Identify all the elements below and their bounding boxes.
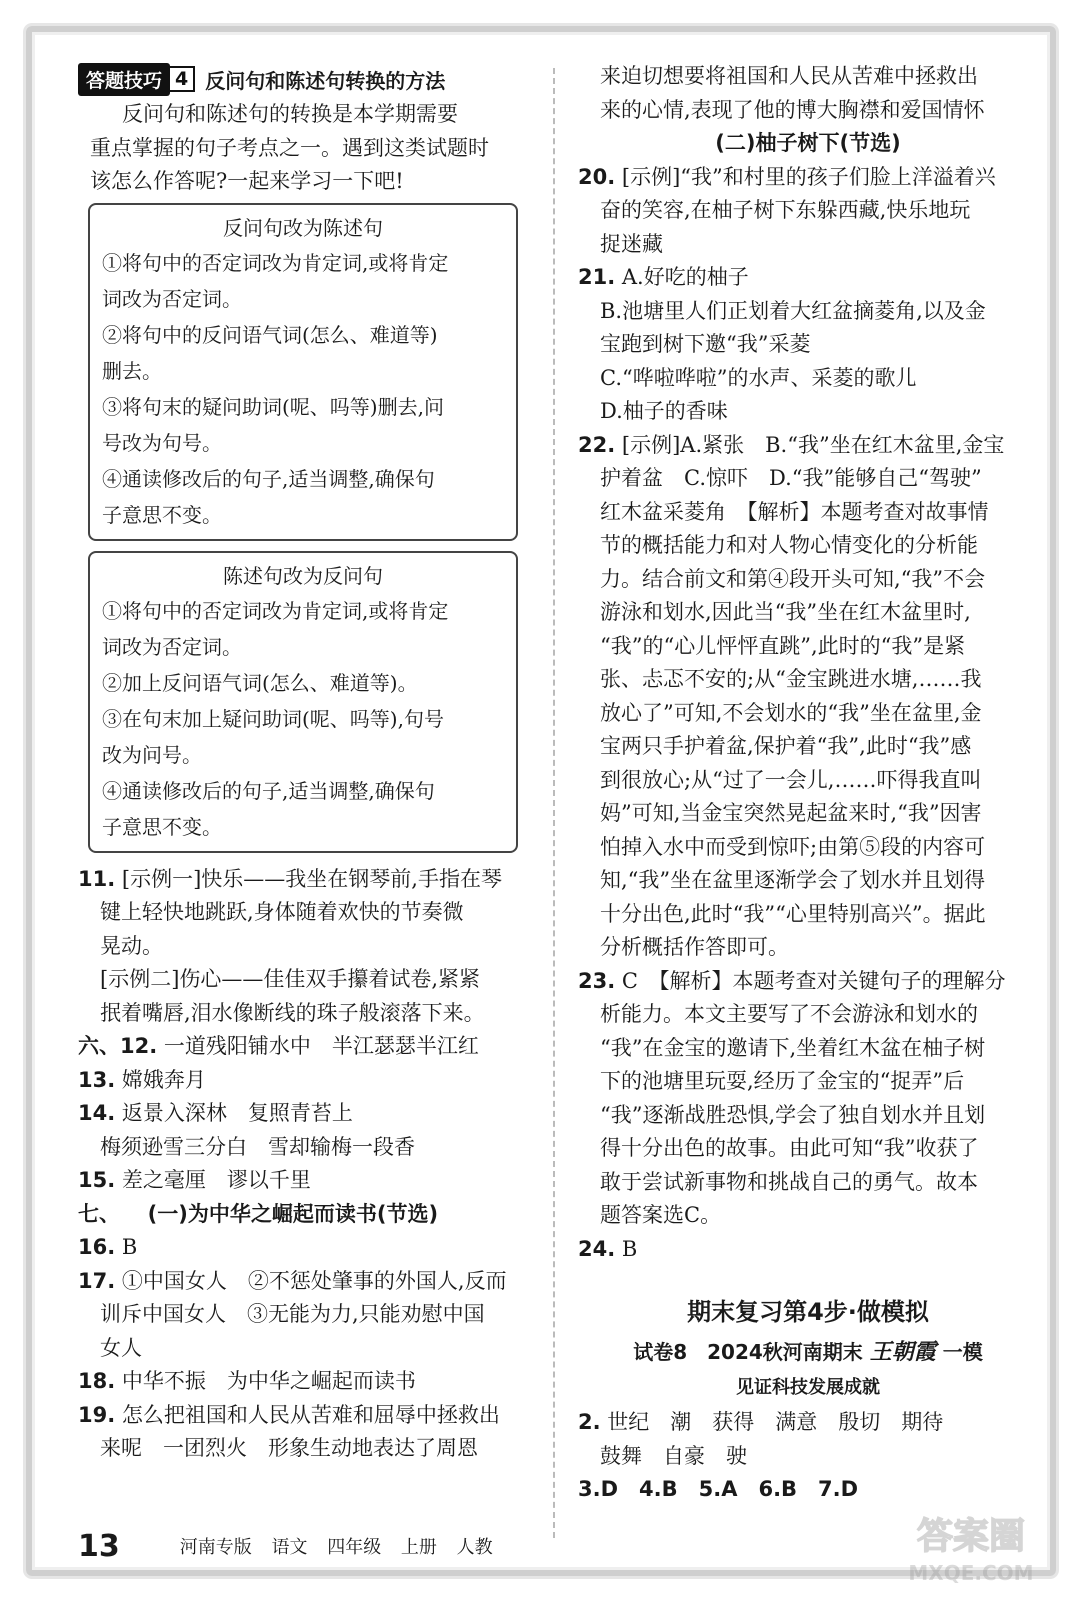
- tip-intro-line: 该怎么作答呢?一起来学习一下吧!: [90, 169, 404, 193]
- answer-item: [578, 630, 1038, 664]
- answer-item: [78, 963, 528, 997]
- answer-text: D.柚子的香味: [600, 399, 728, 423]
- rule-line: 词改为否定词。: [102, 634, 242, 659]
- rule-line: 子意思不变。: [102, 502, 222, 527]
- answer-number: 22.: [578, 432, 616, 457]
- answer-item: [578, 161, 1038, 195]
- answer-item: [78, 1298, 528, 1332]
- review-heading: 期末复习第4步·做模拟: [687, 1298, 929, 1326]
- answer-text: A.好吃的柚子: [621, 265, 749, 289]
- answer-item: [78, 1164, 528, 1198]
- answer-item: [578, 596, 1038, 630]
- paper-title: [578, 1334, 1038, 1370]
- answer-number: 11.: [78, 866, 116, 891]
- answer-text: 训斥中国女人 ③无能为力,只能劝慰中国: [100, 1302, 485, 1326]
- answer-item: [578, 462, 1038, 496]
- answer-number: 17.: [78, 1268, 116, 1293]
- answer-item: [578, 898, 1038, 932]
- rule-line: ④通读修改后的句子,适当调整,确保句: [102, 466, 435, 491]
- answer-item: [578, 328, 1038, 362]
- answer-text: 差之毫厘 谬以千里: [121, 1168, 311, 1192]
- answer-text: 一道残阳铺水中 半江瑟瑟半江红: [163, 1034, 479, 1058]
- answer-text: 节的概括能力和对人物心情变化的分析能: [600, 533, 978, 557]
- answer-text: B.池塘里人们正划着大红盆摘菱角,以及金: [600, 298, 986, 323]
- answer-text: “我”的“心儿怦怦直跳”,此时的“我”是紧: [600, 633, 966, 658]
- answer-text: 下的池塘里玩耍,经历了金宝的“捉弄”后: [600, 1069, 965, 1093]
- answer-item: [578, 663, 1038, 697]
- rule-line: 词改为否定词。: [102, 286, 242, 311]
- answer-text: 键上轻快地跳跃,身体随着欢快的节奏微: [100, 900, 464, 924]
- answer-text: 游泳和划水,因此当“我”坐在红木盆里时,: [600, 600, 971, 624]
- answer-number: 20.: [578, 164, 616, 189]
- tip-title: 反问句和陈述句转换的方法: [205, 68, 446, 93]
- answer-item: [578, 362, 1038, 396]
- rule-line: ④通读修改后的句子,适当调整,确保句: [102, 778, 435, 803]
- paper-title-suffix: 一模: [942, 1340, 983, 1364]
- answer-number: 21.: [578, 265, 616, 289]
- answer-item: [578, 1065, 1038, 1099]
- answer-item: [578, 797, 1038, 831]
- edition-info: 河南专版 语文 四年级 上册 人教: [179, 1537, 493, 1558]
- page-footer: [78, 1526, 778, 1566]
- rule-line: ②将句中的反问语气词(怎么、难道等): [102, 322, 438, 347]
- answer-text: B: [121, 1235, 138, 1259]
- answer-item: [578, 965, 1038, 999]
- answer-item: [578, 697, 1038, 731]
- answer-item: [578, 764, 1038, 798]
- paper-subtitle: 见证科技发展成就: [736, 1377, 880, 1398]
- answer-item: [78, 1399, 528, 1433]
- answer-item: [578, 730, 1038, 764]
- answer-item: [78, 1432, 528, 1466]
- answer-text: C.“哗啦哗啦”的水声、采菱的歌儿: [600, 365, 917, 390]
- answer-text: 析能力。本文主要写了不会游泳和划水的: [600, 1002, 978, 1026]
- answer-text: 晃动。: [100, 933, 163, 958]
- answer-text: 女人: [100, 1335, 142, 1360]
- answer-text: 得十分出色的故事。由此可知“我”收获了: [600, 1136, 979, 1160]
- answer-text: “我”逐渐战胜恐惧,学会了独自划水并且划: [600, 1102, 986, 1127]
- answer-number: 18.: [78, 1369, 116, 1393]
- tip-intro-line: 重点掌握的句子考点之一。遇到这类试题时: [90, 135, 489, 160]
- author-signature: 王朝霞: [869, 1339, 936, 1365]
- answer-number: 24.: [578, 1236, 616, 1261]
- answer-item: [578, 496, 1038, 530]
- answer-text: ①中国女人 ②不惩处肇事的外国人,反而: [121, 1268, 507, 1293]
- tip-badge-number: 4: [168, 66, 195, 92]
- answer-item: [78, 1030, 528, 1064]
- rule-line: 子意思不变。: [102, 814, 222, 839]
- answer-number: 2.: [578, 1410, 601, 1434]
- rule-line: 号改为句号。: [102, 430, 222, 455]
- answer-item: [578, 261, 1038, 295]
- answer-item: [78, 1064, 528, 1098]
- answer-text: 中华不振 为中华之崛起而读书: [121, 1369, 416, 1393]
- answer-item: [78, 1265, 528, 1299]
- answer-text: “我”在金宝的邀请下,坐着红木盆在柚子树: [600, 1035, 986, 1060]
- answer-text: 返景入深林 复照青苔上: [121, 1101, 353, 1125]
- answer-item: [578, 864, 1038, 898]
- answer-text: 嫦娥奔月: [121, 1067, 206, 1092]
- answer-item: [578, 931, 1038, 965]
- answer-item: [578, 395, 1038, 429]
- answer-item: [578, 563, 1038, 597]
- answer-item: [578, 1132, 1038, 1166]
- answer-text: 来呢 一团烈火 形象生动地表达了周恩: [100, 1436, 478, 1460]
- answer-text: 梅须逊雪三分白 雪却输梅一段香: [100, 1134, 415, 1159]
- answer-item: [578, 429, 1038, 463]
- answer-item: [78, 1231, 528, 1265]
- left-answer-list: [78, 863, 528, 1466]
- answer-text: C 【解析】本题考查对关键句子的理解分: [621, 968, 1006, 993]
- rule-line: ②加上反问语气词(怎么、难道等)。: [102, 670, 418, 695]
- answer-text: 分析概括作答即可。: [600, 935, 789, 959]
- rule-line: 删去。: [102, 358, 162, 383]
- tip-intro-line: 反问句和陈述句的转换是本学期需要: [122, 102, 458, 126]
- answer-item: [578, 831, 1038, 865]
- answer-text: (一)为中华之崛起而读书(节选): [126, 1201, 439, 1226]
- answer-item: [78, 1332, 528, 1366]
- rule-box-rhetorical-to-declarative: [88, 203, 518, 541]
- answer-item: [578, 194, 1038, 228]
- answer-text: 敢于尝试新事物和挑战自己的勇气。故本: [600, 1169, 978, 1194]
- answer-text: 宝两只手护着盆,保护着“我”,此时“我”感: [600, 734, 972, 758]
- tip-badge: 答题技巧: [78, 63, 170, 96]
- answer-text: 张、忐忑不安的;从“金宝跳进水塘,……我: [600, 667, 982, 691]
- answer-text: 到很放心;从“过了一会儿,……吓得我直叫: [600, 767, 982, 792]
- answer-number: 23.: [578, 968, 616, 993]
- answer-number: 19.: [78, 1402, 116, 1427]
- answer-text: 红木盆采菱角 【解析】本题考查对故事情: [600, 499, 989, 524]
- answer-text: 宝跑到树下邀“我”采菱: [600, 332, 811, 356]
- rule-line: ①将句中的否定词改为肯定词,或将肯定: [102, 250, 449, 275]
- rule-line: ③将句末的疑问助词(呢、吗等)删去,问: [102, 394, 444, 419]
- answer-text: 世纪 潮 获得 满意 殷切 期待: [607, 1410, 944, 1434]
- answer-item: [78, 1097, 528, 1131]
- watermark-logo: [896, 1500, 1046, 1590]
- answer-text: 放心了”可知,不会划水的“我”坐在盆里,金: [600, 700, 982, 725]
- rule-box-heading: 陈述句改为反问句: [223, 563, 383, 588]
- answer-item: [578, 998, 1038, 1032]
- answer-item: [578, 529, 1038, 563]
- right-column: [578, 60, 1038, 1507]
- answer-text: 怕掉入水中而受到惊吓;由第⑤段的内容可: [600, 834, 986, 859]
- answer-text: 奋的笑容,在柚子树下东躲西藏,快乐地玩: [600, 198, 971, 222]
- left-column: [78, 60, 528, 1466]
- rule-line: ③在句末加上疑问助词(呢、吗等),句号: [102, 706, 444, 731]
- answer-item: [578, 228, 1038, 262]
- answer-number: 16.: [78, 1235, 116, 1259]
- answer-item: [578, 1406, 1038, 1440]
- answer-item: [578, 1032, 1038, 1066]
- answer-text: 十分出色,此时“我”“心里特别高兴”。据此: [600, 901, 986, 926]
- answer-number: 六、12.: [78, 1034, 158, 1058]
- answer-text: [示例]A.紧张 B.“我”坐在红木盆里,金宝: [621, 432, 1005, 457]
- tip-header: [78, 60, 528, 98]
- right-answer-list: [578, 161, 1038, 1267]
- answer-continuation: 来迫切想要将祖国和人民从苦难中拯救出: [600, 64, 978, 88]
- answer-number: 七、: [78, 1201, 120, 1226]
- answer-item: [78, 863, 528, 897]
- answer-text: [示例二]伤心——佳佳双手攥着试卷,紧紧: [100, 967, 481, 991]
- rule-line: 改为问号。: [102, 742, 202, 767]
- answer-number: 15.: [78, 1168, 116, 1192]
- rule-line: ①将句中的否定词改为肯定词,或将肯定: [102, 598, 449, 623]
- answer-text: 题答案选C。: [600, 1203, 722, 1227]
- answer-item: [78, 1198, 528, 1232]
- answer-item: [78, 997, 528, 1031]
- answer-text: 护着盆 C.惊吓 D.“我”能够自己“驾驶”: [600, 466, 982, 490]
- watermark-text: 答案圈: [916, 1516, 1026, 1557]
- answer-text: [示例]“我”和村里的孩子们脸上洋溢着兴: [621, 164, 996, 189]
- answer-number: 13.: [78, 1067, 116, 1092]
- rule-box-declarative-to-rhetorical: [88, 551, 518, 853]
- answer-item: [578, 295, 1038, 329]
- paper-title-prefix: 试卷8 2024秋河南期末: [633, 1340, 863, 1364]
- answer-item: [78, 1131, 528, 1165]
- answer-item: [78, 930, 528, 964]
- watermark-url: MXQE.COM: [908, 1561, 1034, 1585]
- answer-text: 知,“我”坐在盆里逐渐学会了划水并且划得: [600, 868, 986, 892]
- answer-item: 鼓舞 自豪 驶: [600, 1443, 747, 1468]
- answer-item: [78, 1365, 528, 1399]
- section-heading: (二)柚子树下(节选): [715, 131, 901, 155]
- answer-number: 14.: [78, 1101, 116, 1125]
- answer-text: 妈”可知,当金宝突然晃起盆来时,“我”因害: [600, 801, 982, 825]
- answer-text: B: [621, 1236, 638, 1261]
- answer-item: [578, 1233, 1038, 1267]
- answer-text: 力。结合前文和第④段开头可知,“我”不会: [600, 566, 986, 591]
- column-divider: [553, 68, 555, 1538]
- answer-text: [示例一]快乐——我坐在钢琴前,手指在琴: [121, 866, 502, 891]
- page-number: 13: [78, 1528, 120, 1564]
- answer-item: [578, 1099, 1038, 1133]
- answer-item: [578, 1166, 1038, 1200]
- answer-continuation: 来的心情,表现了他的博大胸襟和爱国情怀: [600, 97, 985, 122]
- answer-item-multi: 3.D 4.B 5.A 6.B 7.D: [578, 1477, 859, 1501]
- answer-item: [78, 896, 528, 930]
- answer-text: 怎么把祖国和人民从苦难和屈辱中拯救出: [121, 1402, 500, 1427]
- answer-item: [578, 1199, 1038, 1233]
- answer-text: 捉迷藏: [600, 231, 663, 256]
- answer-text: 抿着嘴唇,泪水像断线的珠子般滚落下来。: [100, 1000, 485, 1025]
- rule-box-heading: 反问句改为陈述句: [223, 215, 383, 240]
